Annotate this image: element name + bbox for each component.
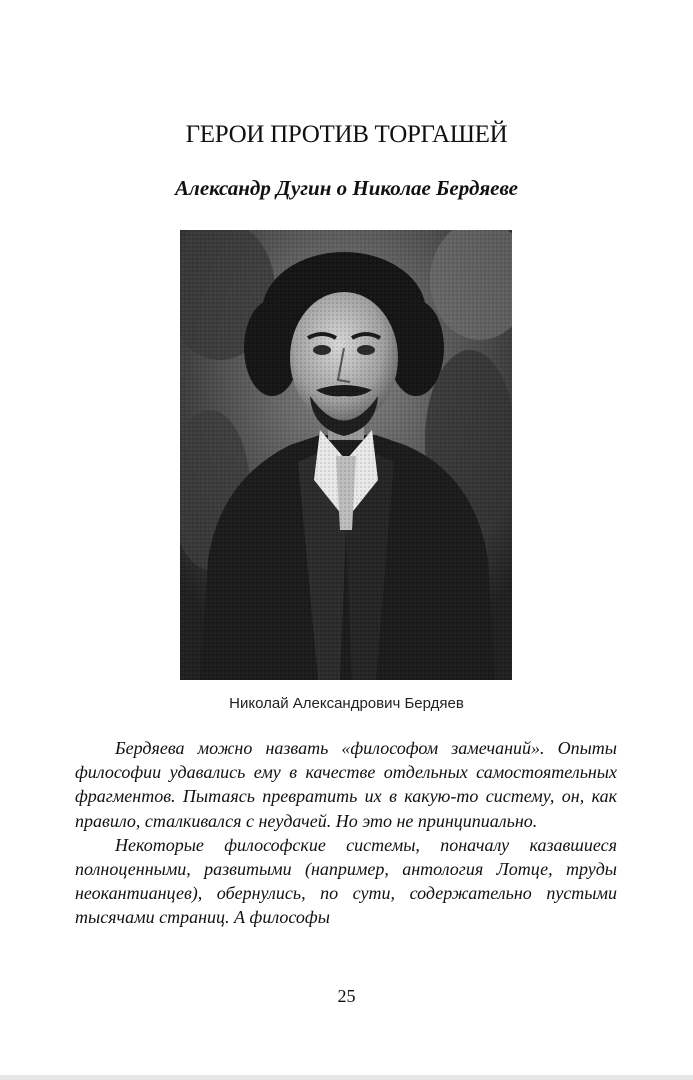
paragraph: Бердяева можно назвать «философом замечаний». Опыты философии удавались ему в качестве отдельных самостоятельных фрагментов. Пытаясь превратить их в какую-то систему, он, как правило, сталкивался с неудачей. Но это не принципиально.: [75, 738, 617, 831]
body-text: [75, 736, 617, 930]
photo-caption: Николай Александрович Бердяев: [229, 695, 464, 712]
portrait-photo: [180, 230, 512, 680]
chapter-title: ГЕРОИ ПРОТИВ ТОРГАШЕЙ: [185, 121, 508, 148]
page-bottom-edge: [0, 1075, 693, 1080]
chapter-subtitle: Александр Дугин о Николае Бердяеве: [175, 176, 518, 200]
paragraph: Некоторые философские системы, поначалу казавшиеся полноценными, развитыми (например, антология Лотце, труды неокантианцев), обернулись, по сути, содержательно пустыми тысячами страниц. А философы: [75, 834, 617, 928]
page-number: 25: [337, 986, 356, 1006]
